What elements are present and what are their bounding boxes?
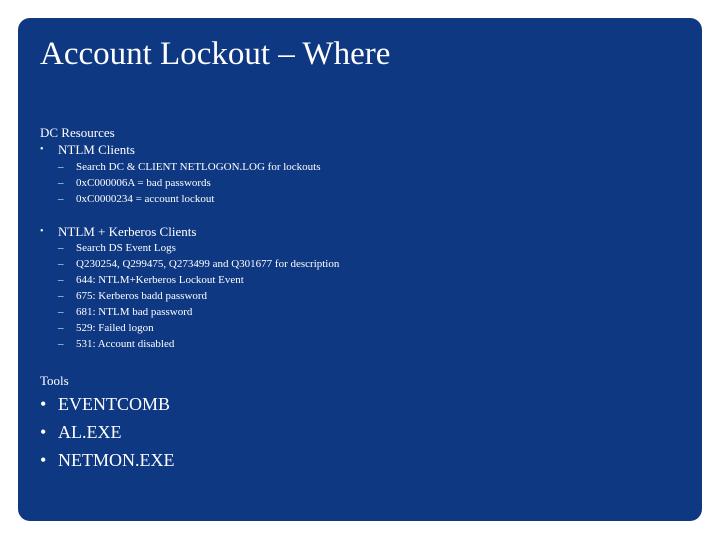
ntlm-kerberos-bullet (40, 223, 690, 240)
list-item: – 0xC000006A = bad passwords (58, 177, 211, 189)
kerberos-subitems (40, 240, 690, 352)
dc-resources-heading: DC Resources (40, 125, 115, 140)
list-item: – Search DC & CLIENT NETLOGON.LOG for lockouts (58, 161, 321, 173)
list-item-text: Search DS Event Logs (76, 242, 176, 254)
list-item: – 529: Failed logon (58, 322, 154, 334)
tool-label: AL.EXE (58, 422, 122, 442)
list-item: – 531: Account disabled (58, 338, 175, 350)
bullet-mark: • (40, 144, 44, 155)
list-item: – 0xC0000234 = account lockout (58, 193, 215, 205)
tools-heading: Tools (40, 373, 69, 388)
tool-item: • AL.EXE (40, 419, 690, 445)
list-item-text: 675: Kerberos badd password (76, 290, 208, 302)
tool-label: NETMON.EXE (58, 450, 175, 470)
slide-title: Account Lockout – Where (40, 36, 391, 72)
tool-item: • NETMON.EXE (40, 447, 690, 473)
slide (18, 18, 702, 521)
bullet-mark: • (40, 226, 44, 237)
list-item-text: 531: Account disabled (76, 338, 175, 350)
list-item-text: 0xC0000234 = account lockout (76, 193, 215, 205)
list-item-text: 0xC000006A = bad passwords (76, 177, 211, 189)
bullet-label: NTLM + Kerberos Clients (58, 224, 197, 239)
list-item: – Q230254, Q299475, Q273499 and Q301677 for description (58, 258, 340, 270)
slide-content (40, 124, 690, 473)
list-item-text: 681: NTLM bad password (76, 306, 193, 318)
tool-label: EVENTCOMB (58, 394, 170, 414)
list-item-text: 529: Failed logon (76, 322, 154, 334)
list-item: – 675: Kerberos badd password (58, 290, 208, 302)
list-item-text: Q230254, Q299475, Q273499 and Q301677 for description (76, 258, 340, 270)
list-item-text: 644: NTLM+Kerberos Lockout Event (76, 274, 244, 286)
list-item-text: Search DC & CLIENT NETLOGON.LOG for lockouts (76, 161, 321, 173)
tool-item: • EVENTCOMB (40, 391, 690, 417)
bullet-label: NTLM Clients (58, 142, 135, 157)
list-item: – 681: NTLM bad password (58, 306, 193, 318)
list-item: – 644: NTLM+Kerberos Lockout Event (58, 274, 244, 286)
ntlm-subitems (40, 159, 690, 207)
list-item: – Search DS Event Logs (58, 242, 176, 254)
ntlm-clients-bullet (40, 141, 690, 158)
